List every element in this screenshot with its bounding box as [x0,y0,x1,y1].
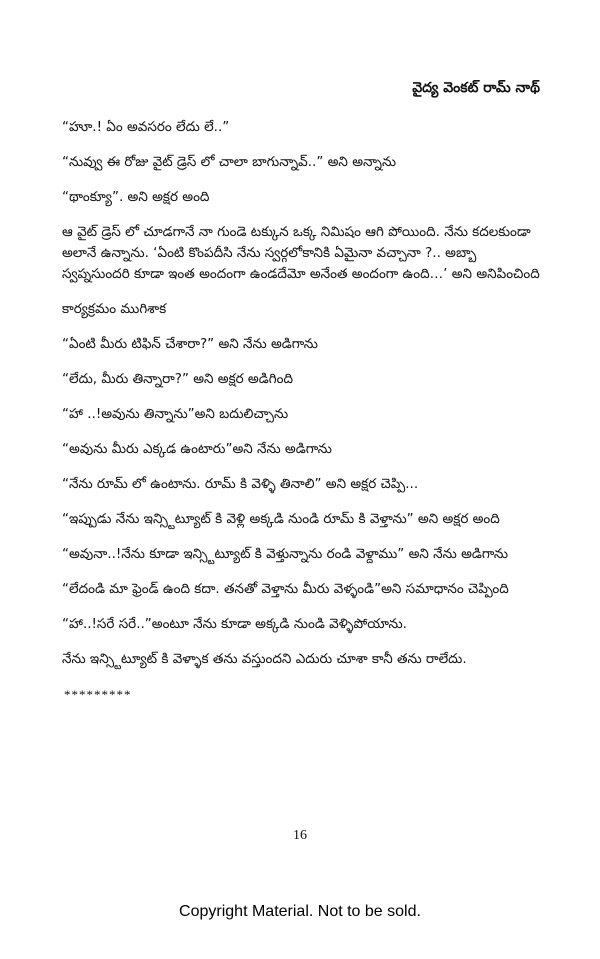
paragraph: “ఇప్పుడు నేను ఇన్స్టిట్యూట్ కి వెళ్లి అక్కడి నుండి రూమ్ కి వెళ్తాను” అని అక్షర అంది [62,511,500,527]
paragraph: నేను ఇన్స్టిట్యూట్ కి వెళ్ళాక తను వస్తుందని ఎదురు చూశా కానీ తను రాలేదు. [62,651,467,667]
paragraph: “హా ..!అవును తిన్నాను”అని బదులిచ్చాను [62,406,289,422]
paragraph: “లేదండి మా ఫ్రెండ్ ఉంది కదా. తనతో వెళ్తాను మీరు వెళ్ళండి”అని సమాధానం చెప్పింది [62,581,509,597]
paragraph: “హా..!సరే సరే..”అంటూ నేను కూడా అక్కడి నుండి వెళ్ళిపోయాను. [62,616,407,632]
page-number: 16 [293,828,307,843]
paragraph: “లేదు, మీరు తిన్నారా?” అని అక్షర అడిగింది [62,371,293,387]
paragraph: “థాంక్యూ”. అని అక్షర అంది [62,189,210,205]
paragraph: “అవును మీరు ఎక్కడ ఉంటారు”అని నేను అడిగాను [62,441,332,457]
paragraph: “ఏంటి మీరు టిఫిన్ చేశారా?” అని నేను అడిగాను [62,336,318,352]
author-name: వైద్య వెంకట్ రామ్ నాథ్ [412,80,540,96]
copyright-notice: Copyright Material. Not to be sold. [179,903,421,920]
paragraph: “హూ.! ఏం అవసరం లేదు లే..” [62,119,230,135]
section-break: ********* [64,687,132,702]
paragraph: కార్యక్రమం ముగిశాక [62,301,167,317]
chapter-body [62,117,548,719]
paragraph: “నువ్వు ఈ రోజు వైట్ డ్రెస్ లో చాలా బాగున్నావ్..” అని అన్నాను [62,154,397,170]
paragraph: ఆ వైట్ డ్రెస్ లో చూడగానే నా గుండె టక్కున ఒక్క నిమిషం ఆగి పోయింది. నేను కదలకుండా అలానే ఉన్నాను. ‘ఏంటి కొంపదీసి నేను స్వర్గలోకానికి ఏమైనా వచ్చానా ?.. అబ్బా స్వప్నసుందరి కూడా ఇంత అందంగా ఉండదేమో అనేంత అందంగా ఉంది…’ అని అనిపించింది [62,224,540,282]
paragraph: “నేను రూమ్ లో ఉంటాను. రూమ్ కి వెళ్ళి తినాలి” అని అక్షర చెప్పి... [62,476,419,492]
paragraph: “అవునా..!నేను కూడా ఇన్స్టిట్యూట్ కి వెళ్తున్నాను రండి వెళ్దాము” అని నేను అడిగాను [62,546,509,562]
